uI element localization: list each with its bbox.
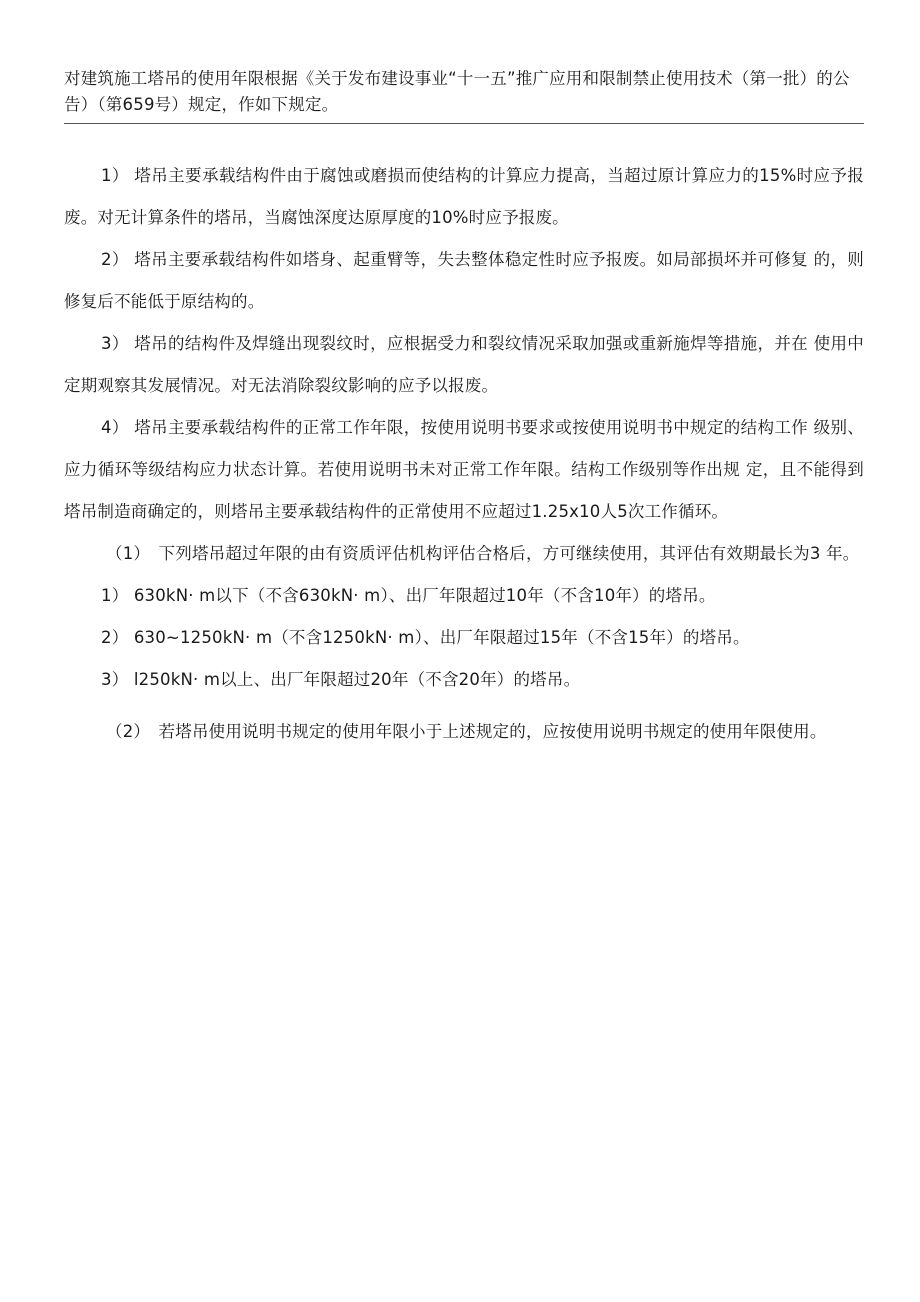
section-2-text: （2） 若塔吊使用说明书规定的使用年限小于上述规定的，应按使用说明书规定的使用年限使用。	[106, 722, 827, 741]
section-1-item-1: 1） 630kN· m以下（不含630kN· m）、出厂年限超过10年（不含10年）的塔吊。	[101, 586, 716, 605]
clause-2: 2） 塔吊主要承载结构件如塔身、起重臂等，失去整体稳定性时应予报废。如局部损坏并可修复 的，则修复后不能低于原结构的。	[64, 250, 864, 311]
section-1-intro: （1） 下列塔吊超过年限的由有资质评估机构评估合格后，方可继续使用，其评估有效期最长为3 年。	[106, 544, 860, 563]
header-divider	[64, 123, 864, 124]
clause-4: 4） 塔吊主要承载结构件的正常工作年限，按使用说明书要求或按使用说明书中规定的结构工作 级别、应力循环等级结构应力状态计算。若使用说明书未对正常工作年限。结构工作级别等作出规 定，且不能得到塔吊制造商确定的，则塔吊主要承载结构件的正常使用不应超过1.25x10人5次工作循环。	[64, 418, 864, 521]
section-1-item-2: 2） 630~1250kN· m（不含1250kN· m）、出厂年限超过15年（不含15年）的塔吊。	[101, 628, 750, 647]
document-header: 对建筑施工塔吊的使用年限根据《关于发布建设事业“十一五”推广应用和限制禁止使用技术（第一批）的公告）（第659号）规定，作如下规定。	[64, 69, 850, 114]
section-1-item-3: 3） l250kN· m以上、出厂年限超过20年（不含20年）的塔吊。	[101, 670, 581, 689]
document-body	[64, 155, 864, 753]
clause-1: 1） 塔吊主要承载结构件由于腐蚀或磨损而使结构的计算应力提高，当超过原计算应力的15%时应予报废。对无计算条件的塔吊，当腐蚀深度达原厚度的10%时应予报废。	[64, 166, 864, 227]
clause-3: 3） 塔吊的结构件及焊缝出现裂纹时，应根据受力和裂纹情况采取加强或重新施焊等措施，并在 使用中定期观察其发展情况。对无法消除裂纹影响的应予以报废。	[64, 334, 864, 395]
